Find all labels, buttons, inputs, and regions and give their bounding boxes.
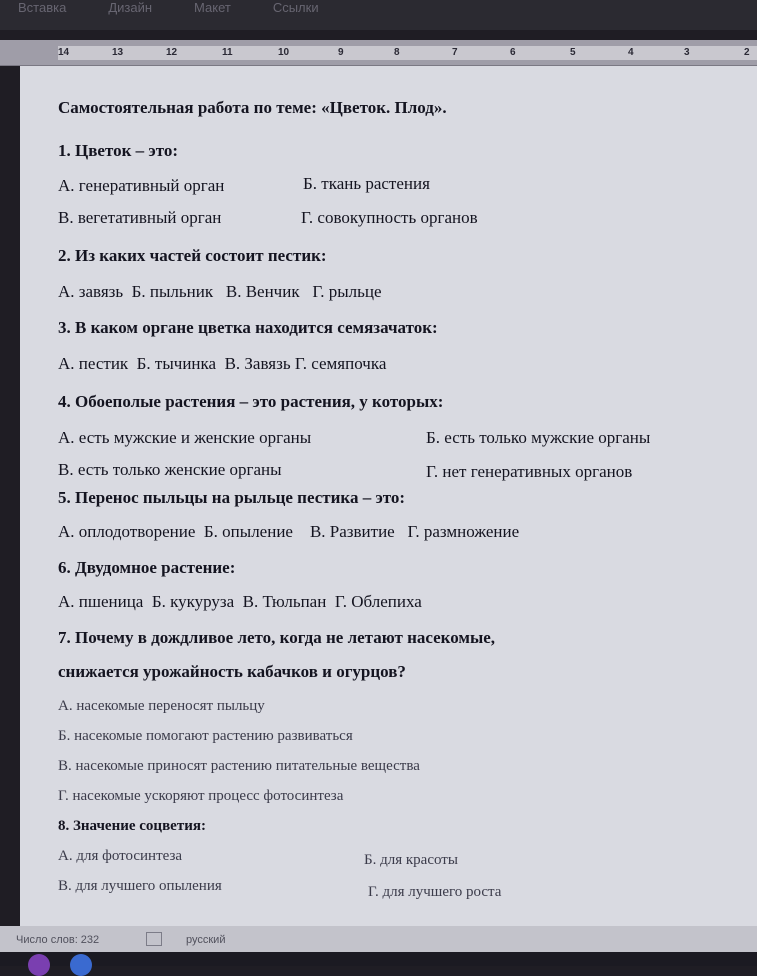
ruler-mark: 4	[628, 47, 634, 58]
q8-option-a: А. для фотосинтеза	[58, 848, 183, 864]
taskbar-app-icon[interactable]	[28, 954, 50, 976]
q7-option-d: Г. насекомые ускоряют процесс фотосинтеза	[58, 788, 344, 804]
ruler-mark: 13	[112, 47, 124, 58]
question-3: 3. В каком органе цветка находится семязачаток:	[58, 318, 438, 337]
ruler-mark: 11	[222, 47, 233, 58]
question-4: 4. Обоеполые растения – это растения, у которых:	[58, 392, 444, 411]
question-5: 5. Перенос пыльцы на рыльце пестика – это:	[58, 488, 406, 507]
proofing-icon[interactable]	[146, 932, 162, 946]
q4-option-d: Г. нет генеративных органов	[426, 462, 633, 481]
ruler-mark: 5	[570, 47, 576, 58]
taskbar-app-icon[interactable]	[70, 954, 92, 976]
q1-option-d: Г. совокупность органов	[301, 208, 478, 227]
question-7: 7. Почему в дождливое лето, когда не летают насекомые,	[58, 628, 496, 647]
q7-option-b: Б. насекомые помогают растению развиваться	[58, 728, 353, 744]
ruler-mark: 2	[744, 47, 750, 58]
tab-layout[interactable]: Макет	[194, 0, 231, 15]
q1-option-c: В. вегетативный орган	[58, 208, 222, 227]
ruler-mark: 14	[58, 47, 70, 58]
horizontal-ruler[interactable]	[0, 40, 757, 66]
tab-references[interactable]: Ссылки	[272, 0, 319, 15]
q2-options: А. завязь Б. пыльник В. Венчик Г. рыльце	[58, 282, 382, 301]
q1-option-b: Б. ткань растения	[303, 174, 430, 193]
q1-option-a: А. генеративный орган	[58, 176, 225, 195]
q8-option-b: Б. для красоты	[364, 852, 458, 868]
question-6: 6. Двудомное растение:	[58, 558, 236, 577]
ruler-scale	[58, 46, 757, 60]
ruler-mark: 12	[166, 47, 178, 58]
q3-options: А. пестик Б. тычинка В. Завязь Г. семяпочка	[58, 354, 387, 373]
question-7-line-2: снижается урожайность кабачков и огурцов?	[58, 662, 406, 681]
q8-option-d: Г. для лучшего роста	[368, 884, 502, 900]
q4-option-b: Б. есть только мужские органы	[426, 428, 651, 447]
q7-option-c: В. насекомые приносят растению питательные вещества	[58, 758, 420, 774]
q7-option-a: А. насекомые переносят пыльцу	[58, 698, 265, 714]
document-title: Самостоятельная работа по теме: «Цветок. Плод».	[58, 98, 447, 117]
q5-options: А. оплодотворение Б. опыление В. Развитие Г. размножение	[58, 522, 520, 541]
ruler-mark: 7	[452, 47, 458, 58]
ribbon-tab-bar	[0, 0, 757, 30]
question-1: 1. Цветок – это:	[58, 141, 179, 160]
question-2: 2. Из каких частей состоит пестик:	[58, 246, 327, 265]
taskbar	[0, 952, 757, 966]
ruler-mark: 8	[394, 47, 400, 58]
ruler-mark: 9	[338, 47, 344, 58]
q8-option-c: В. для лучшего опыления	[58, 878, 222, 894]
q4-option-a: А. есть мужские и женские органы	[58, 428, 312, 447]
ruler-mark: 6	[510, 47, 516, 58]
q4-option-c: В. есть только женские органы	[58, 460, 282, 479]
ruler-mark: 10	[278, 47, 290, 58]
word-count[interactable]: Число слов: 232	[16, 934, 100, 946]
q6-options: А. пшеница Б. кукуруза В. Тюльпан Г. Облепиха	[58, 592, 422, 611]
language-indicator[interactable]: русский	[186, 934, 226, 946]
tab-design[interactable]: Дизайн	[108, 0, 153, 15]
ruler-mark: 3	[684, 47, 690, 58]
tab-insert[interactable]: Вставка	[18, 0, 67, 15]
document-page[interactable]	[20, 66, 757, 926]
question-8: 8. Значение соцветия:	[58, 818, 206, 834]
